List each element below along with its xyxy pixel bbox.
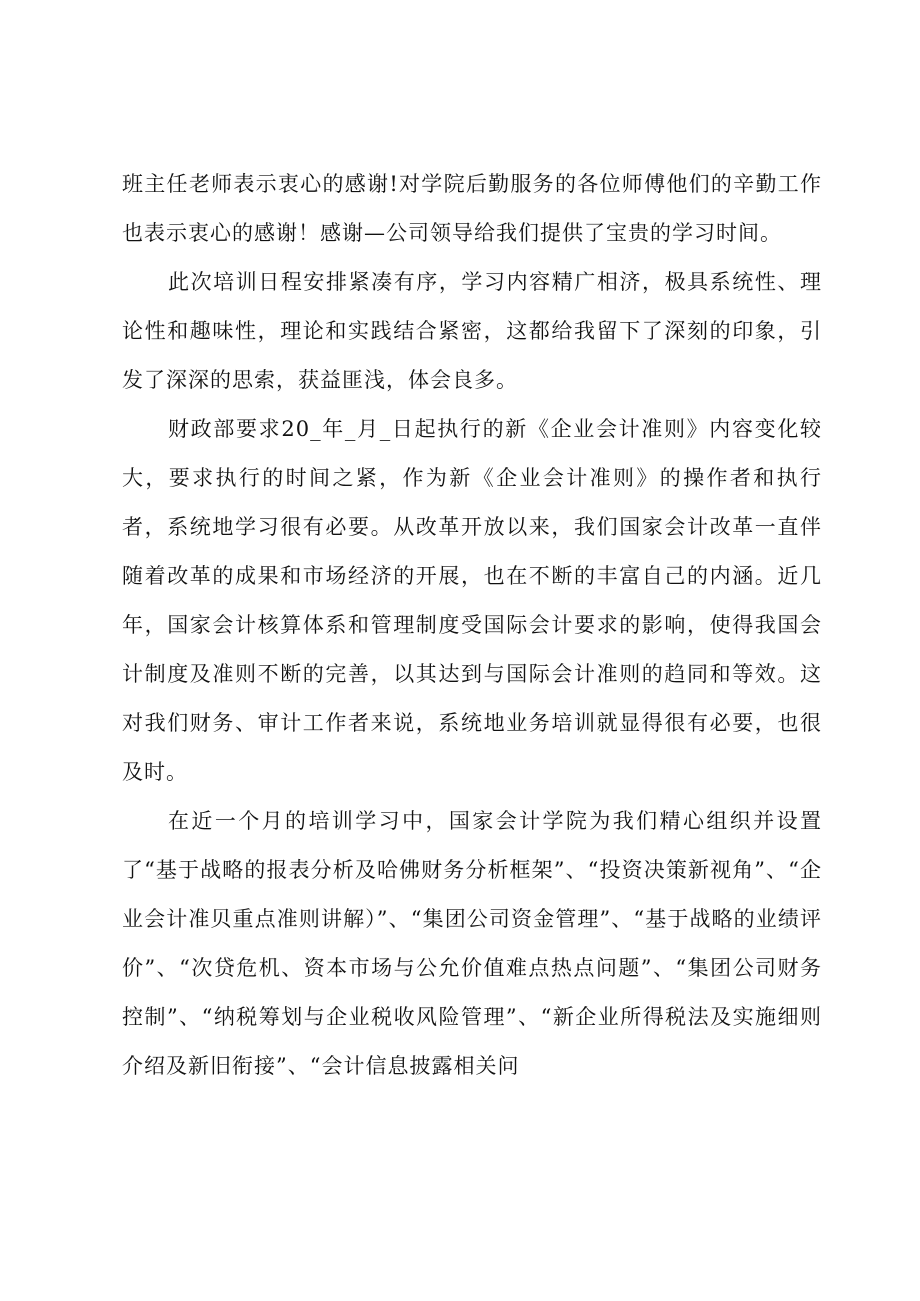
paragraph-3: 财政部要求20_年_月_日起执行的新《企业会计准则》内容变化较大，要求执行的时间之紧，作为新《企业会计准则》的操作者和执行者，系统地学习很有必要。从改革开放以来，我们国家会计改革一直伴随着改革的成果和市场经济的开展，也在不断的丰富自己的内涵。近几年，国家会计核算体系和管理制度受国际会计要求的影响，使得我国会计制度及准则不断的完善，以其达到与国际会计准则的趋同和等效。这对我们财务、审计工作者来说，系统地业务培训就显得很有必要，也很及时。 — [122, 417, 822, 784]
paragraph-1: 班主任老师表示衷心的感谢!对学院后勤服务的各位师傅他们的辛勤工作也表示衷心的感谢！感谢—公司领导给我们提供了宝贵的学习时间。 — [122, 172, 822, 245]
document-body — [122, 160, 822, 1091]
paragraph-4: 在近一个月的培训学习中，国家会计学院为我们精心组织并设置了“基于战略的报表分析及哈佛财务分析框架”、“投资决策新视角”、“企业会计准贝重点准则讲解）”、“集团公司资金管理”、“基于战略的业绩评价”、“次贷危机、资本市场与公允价值难点热点问题”、“集团公司财务控制”、“纳税筹划与企业税收风险管理”、“新企业所得税法及实施细则介绍及新旧衔接”、“会计信息披露相关问 — [122, 809, 822, 1078]
paragraph-2: 此次培训日程安排紧凑有序，学习内容精广相济，极具系统性、理论性和趣味性，理论和实践结合紧密，这都给我留下了深刻的印象，引发了深深的思索，获益匪浅，体会良多。 — [122, 270, 822, 392]
